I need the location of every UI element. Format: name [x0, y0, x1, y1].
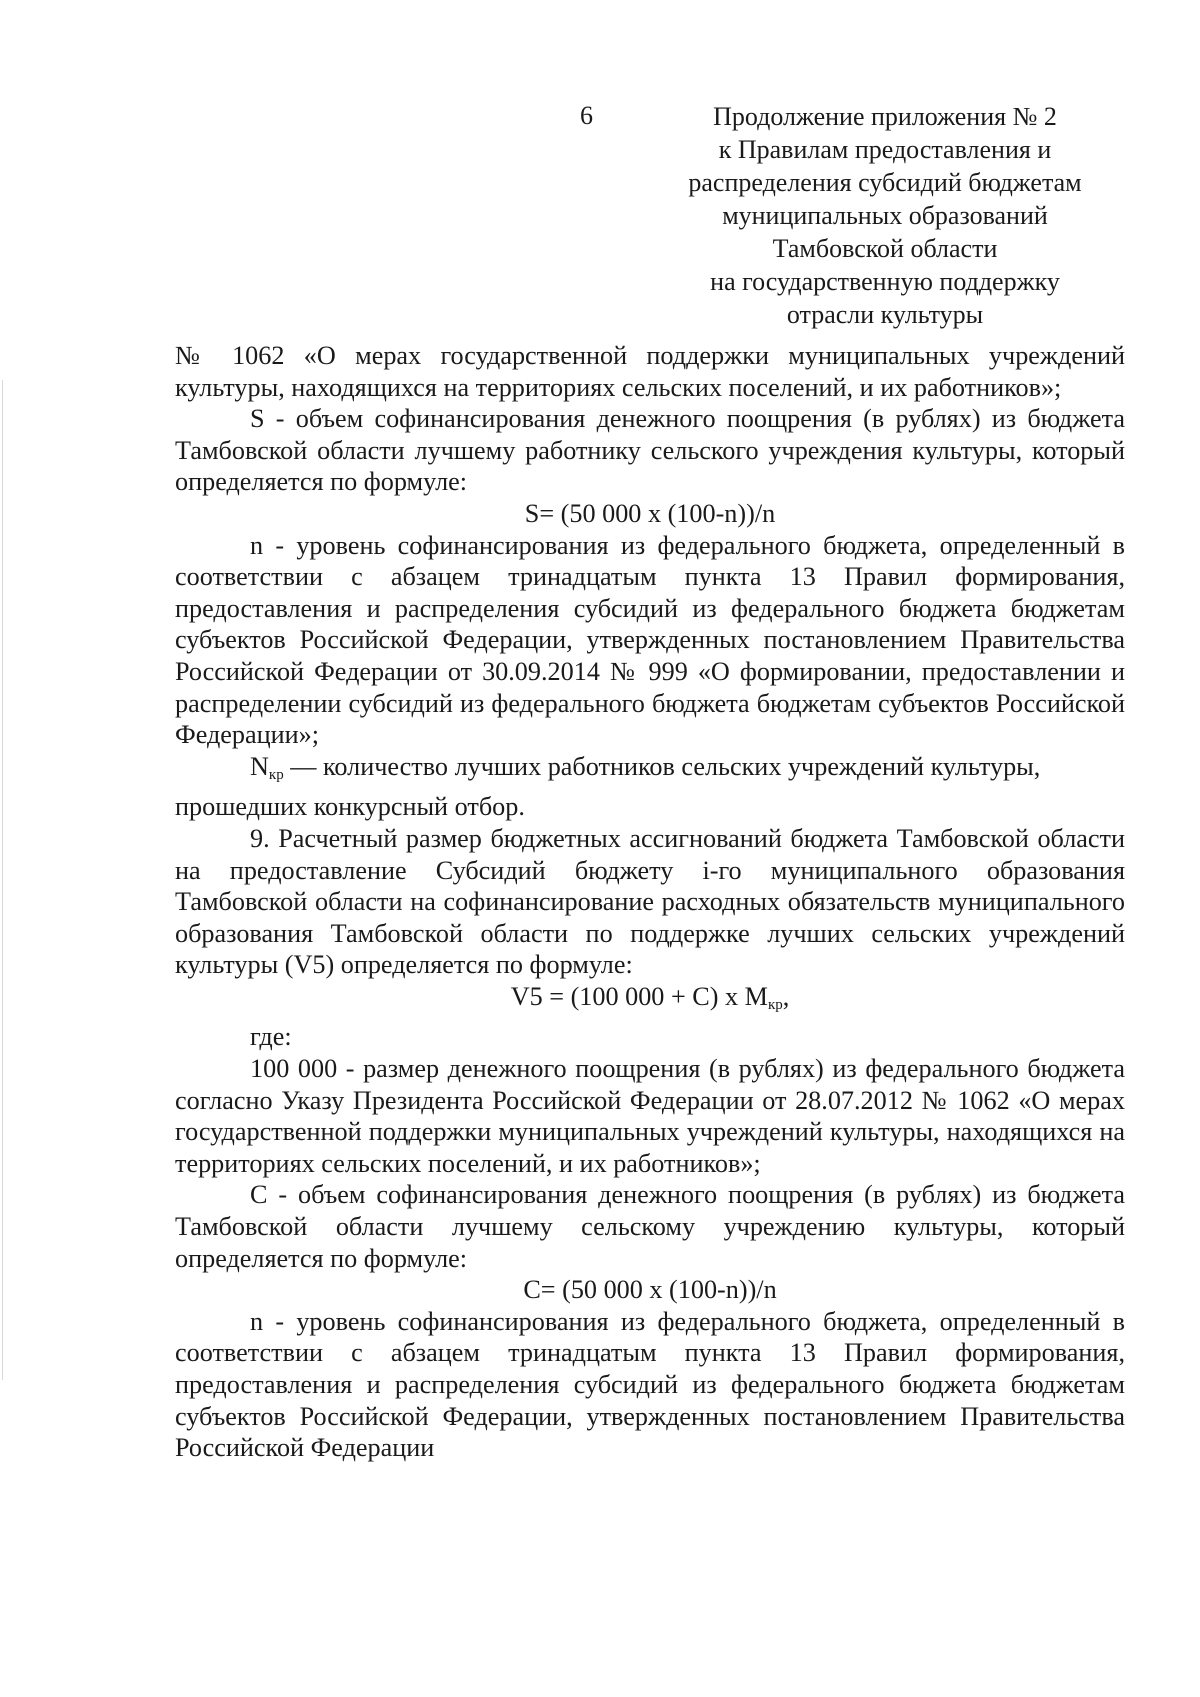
paragraph-nkr-definition [175, 751, 1125, 823]
header-line: Продолжение приложения № 2 [713, 102, 1057, 131]
paragraph-decree-continuation: № 1062 «О мерах государственной поддержки муниципальных учреждений культуры, находящихся на территориях сельских поселений, и их работников»; [175, 341, 1125, 402]
formula-v5-subscript: кр [767, 996, 783, 1013]
header-line: на государственную поддержку [710, 267, 1060, 296]
header-line: к Правилам предоставления и [718, 135, 1052, 164]
header-line: распределения субсидий бюджетам [688, 168, 1082, 197]
header-line: Тамбовской области [772, 234, 998, 263]
paragraph-where: где: [250, 1022, 292, 1052]
paragraph-n-definition-2: n - уровень софинансирования из федерального бюджета, определенный в соответствии с абзацем тринадцатым пункта 13 Правил формирования, предоставления и распределения субсидий из федерального бюджета бюджетам субъектов Российской Федерации, утвержденных постановлением Правительства Российской Федерации [175, 1306, 1125, 1463]
header-line: отрасли культуры [786, 300, 984, 329]
formula-v5 [175, 981, 1125, 1022]
paragraph-s-definition: S - объем софинансирования денежного поощрения (в рублях) из бюджета Тамбовской области лучшему работнику сельского учреждения культуры, который определяется по формуле: [175, 404, 1125, 497]
formula-s: S= (50 000 x (100-n))/n [524, 498, 776, 528]
paragraph-c-definition: C - объем софинансирования денежного поощрения (в рублях) из бюджета Тамбовской области лучшему сельскому учреждению культуры, который определяется по формуле: [175, 1180, 1125, 1273]
appendix-header [650, 100, 1120, 331]
nkr-symbol: N [250, 751, 269, 781]
paragraph-n-definition: n - уровень софинансирования из федерального бюджета, определенный в соответствии с абзацем тринадцатым пункта 13 Правил формирования, предоставления и распределения субсидий из федерального бюджета бюджетам субъектов Российской Федерации, утвержденных постановлением Правительства Российской Федерации от 30.09.2014 № 999 «О формировании, предоставлении и распределении субсидий из федерального бюджета бюджетам субъектов Российской Федерации»; [175, 530, 1125, 750]
formula-v5-main: V5 = (100 000 + C) x M [510, 981, 768, 1011]
formula-c: C= (50 000 x (100-n))/n [523, 1275, 777, 1305]
paragraph-section-9: 9. Расчетный размер бюджетных ассигнований бюджета Тамбовской области на предоставление Субсидий бюджету i-го муниципального образования Тамбовской области на софинансирование расходных обязательств муниципального образования Тамбовской области по поддержке лучших сельских учреждений культуры (V5) определяется по формуле: [175, 823, 1125, 980]
document-body [175, 340, 1125, 1464]
paragraph-100000-definition: 100 000 - размер денежного поощрения (в рублях) из федерального бюджета согласно Указу Президента Российской Федерации от 28.07.2012 № 1062 «О мерах государственной поддержки муниципальных учреждений культуры, находящихся на территориях сельских поселений, и их работников»; [175, 1054, 1125, 1178]
page-number: 6 [580, 101, 593, 130]
header-line: муниципальных образований [722, 201, 1048, 230]
nkr-text: — количество лучших работников сельских учреждений культуры, прошедших конкурсный отбор. [175, 751, 1041, 822]
scan-edge-mark [2, 380, 3, 1380]
formula-v5-tail: , [782, 981, 790, 1011]
nkr-subscript: кр [268, 766, 284, 783]
